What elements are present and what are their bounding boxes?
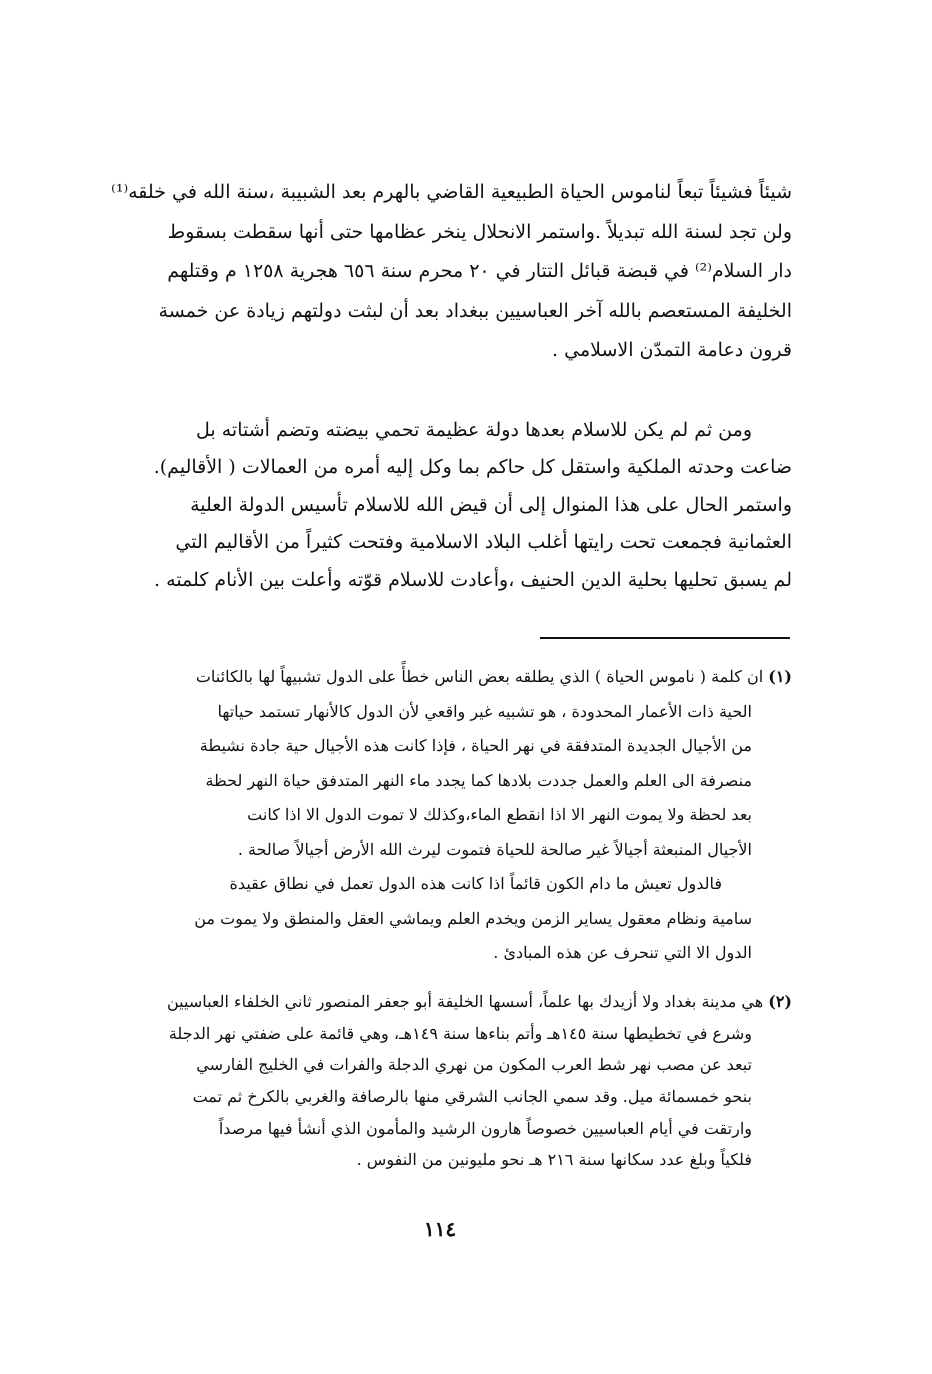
footnote-line: منصرفة الى العلم والعمل جددت بلادها كما يجدد ماء النهر المتدفق حياة النهر لحظة: [205, 770, 752, 790]
main-paragraph-1: [98, 173, 792, 371]
footnote-line: بنحو خمسمائة ميل. وقد سمي الجانب الشرقي منها بالرصافة والغربي بالكرخ ثم تمت: [192, 1087, 752, 1107]
paragraph-line: ولن تجد لسنة الله تبديلاً .واستمر الانحلال ينخر عظامها حتى أنها سقطت بسقوط: [167, 220, 792, 243]
footnote-line: فالدول تعيش ما دام الكون قائماً اذا كانت هذه الدول تعمل في نطاق عقيدة: [229, 874, 722, 893]
paragraph-line: العثمانية فجمعت تحت رايتها أغلب البلاد الاسلامية وفتحت كثيراً من الأقاليم التي: [175, 531, 792, 554]
page-number: ١١٤: [423, 1217, 457, 1241]
footnote-line: الدول الا التي تنحرف عن هذه المبادئ .: [493, 943, 752, 962]
footnote-text: ان كلمة ( ناموس الحياة ) الذي يطلقه بعض الناس خطأً على الدول تشبيهاً لها بالكائنات: [195, 667, 764, 686]
footnote-separator: [540, 637, 790, 639]
paragraph-line: ومن ثم لم يكن للاسلام بعدها دولة عظيمة تحمي بيضته وتضم أشتاته بل: [196, 419, 752, 441]
main-paragraph-2: [98, 412, 792, 599]
paragraph-line: دار السلام⁽²⁾ في قبضة قبائل التتار في ٢٠ محرم سنة ٦٥٦ هجرية ١٢٥٨ م وقتلهم: [167, 260, 792, 283]
paragraph-line: لم يسبق تحليها بحلية الدين الحنيف ،وأعادت للاسلام قوّته وأعلت بين الأنام كلمته .: [154, 568, 792, 591]
footnote-line: سامية ونظام معقول يساير الزمن ويخدم العلم ويماشي العقل والمنطق ولا يموت من: [194, 908, 752, 928]
paragraph-line: ضاعت وحدته الملكية واستقل كل حاكم بما وكل إليه أمره من العمالات ( الأقاليم).: [153, 456, 792, 479]
footnote-line: الأجيال المنبعثة أجيالاً غير صالحة للحياة فتموت ليرث الله الأرض أجيالاً صالحة .: [237, 839, 752, 859]
footnote-text: هي مدينة بغداد ولا أزيدك بها علماً، أسسها الخليفة أبو جعفر المنصور ثاني الخلفاء العباسيين: [166, 992, 764, 1011]
footnote-line: [98, 660, 792, 695]
footnote-1: [98, 660, 792, 971]
footnote-line: تبعد عن مصب نهر شط العرب المكون من نهري الدجلة والفرات في الخليج الفارسي: [196, 1055, 752, 1075]
paragraph-line: واستمر الحال على هذا المنوال إلى أن قيض الله للاسلام تأسيس الدولة العلية: [190, 493, 792, 516]
footnote-line: من الأجيال الجديدة المتدفقة في نهر الحياة ، فإذا كانت هذه الأجيال حية جادة نشيطة: [199, 736, 752, 755]
footnote-line: وشرع في تخطيطها سنة ١٤٥هـ وأتم بناءها سنة ١٤٩هـ، وهي قائمة على ضفتي نهر الدجلة: [168, 1023, 752, 1043]
paragraph-line: قرون دعامة التمدّن الاسلامي .: [552, 339, 792, 362]
paragraph-line: شيئاً فشيئاً تبعاً لناموس الحياة الطبيعية القاضي بالهرم بعد الشبيبة ،سنة الله في خلقه⁽¹⁾: [111, 181, 792, 203]
footnote-marker: (٢): [768, 992, 792, 1011]
footnote-marker: (١): [768, 667, 792, 686]
footnote-line: الحية ذات الأعمار المحدودة ، هو تشبيه غير واقعي لأن الدول كالأنهار تستمد حياتها: [217, 701, 752, 721]
footnote-2: [98, 986, 792, 1176]
footnote-line: [98, 986, 792, 1018]
paragraph-line: الخليفة المستعصم بالله آخر العباسيين ببغداد بعد أن لبثت دولتهم زيادة عن خمسة: [158, 299, 792, 322]
footnote-line: وارتقت في أيام العباسيين خصوصاً هارون الرشيد والمأمون الذي أنشأ فيها مرصداً: [218, 1118, 752, 1138]
footnote-line: بعد لحظة ولا يموت النهر الا اذا انقطع الماء،وكذلك لا تموت الدول الا اذا كانت: [247, 805, 752, 824]
footnote-line: فلكياً وبلغ عدد سكانها سنة ٢١٦ هـ نحو مليونين من النفوس .: [356, 1150, 752, 1170]
